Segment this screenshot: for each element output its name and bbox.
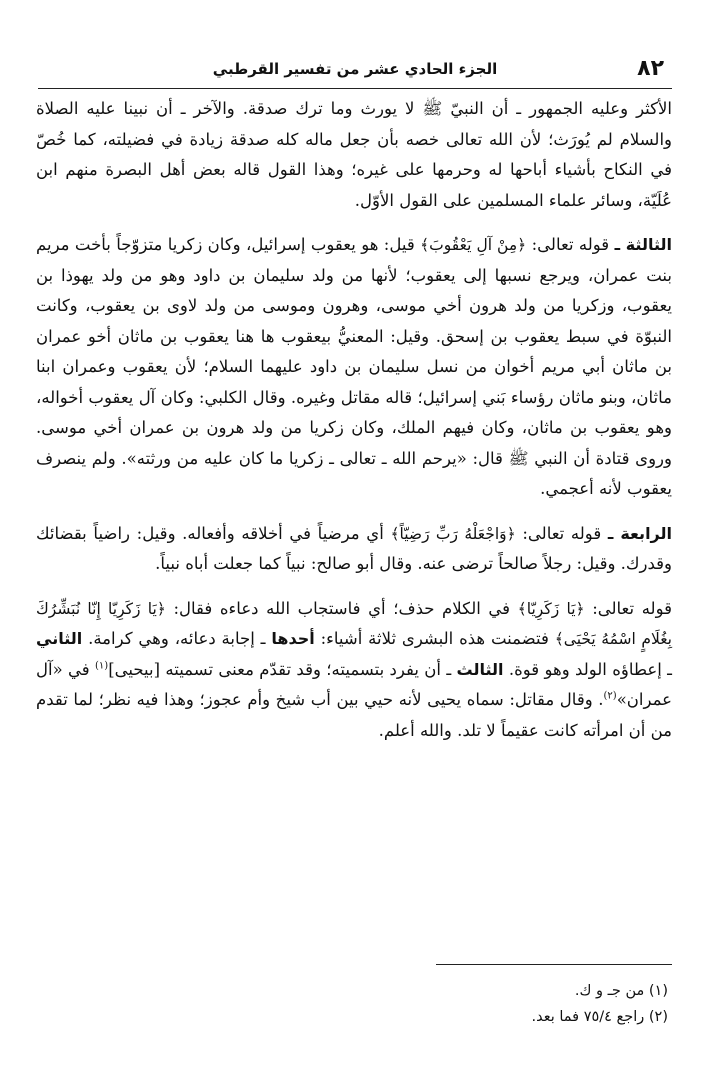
- page-header: [38, 56, 672, 89]
- quran-verse: ﴿يَا زَكَرِيّا إِنّا نُبَشِّرُكَ بِغُلَامٍ اسْمُهُ يَحْيَى﴾: [36, 599, 672, 648]
- paragraph-4-text-c: فتضمنت هذه البشرى ثلاثة أشياء:: [314, 629, 555, 648]
- paragraph-4: [36, 594, 672, 747]
- paragraph-3-text-a: قوله تعالى:: [515, 523, 608, 543]
- paragraph-3-text-b: أي مرضياً في أخلاقه وأفعاله. وقيل: راضياً بقضائك وقدرك. وقيل: رجلاً صالحاً ترضى عنه. وقال أبو صالح: نبياً كما جعلت أباه نبياً.: [36, 523, 672, 573]
- footnote-1: (١) من جـ و ك.: [574, 983, 668, 999]
- running-title: الجزء الحادي عشر من تفسير القرطبي: [212, 60, 498, 78]
- paragraph-2-heading: الثالثة ـ: [614, 235, 672, 254]
- main-text: [36, 94, 672, 760]
- paragraph-4-text-b: في الكلام حذف؛ أي فاستجاب الله دعاءه فقال:: [165, 598, 518, 618]
- footnote-ref-2: (٢): [603, 690, 617, 702]
- paragraph-2-text-a: قوله تعالى:: [526, 235, 615, 254]
- paragraph-2: [36, 230, 672, 505]
- footnote-ref-1: (١): [95, 660, 109, 671]
- footnotes: [36, 978, 668, 1030]
- quran-verse: ﴿وَاجْعَلْهُ رَبِّ رَضِيّاً﴾: [390, 524, 516, 543]
- footnote-divider: [436, 964, 672, 965]
- enumeration-third: الثالث: [456, 659, 504, 679]
- paragraph-3-heading: الرابعة ـ: [607, 523, 672, 543]
- paragraph-3: [36, 519, 672, 580]
- page-number: ٨٢: [637, 56, 664, 81]
- paragraph-4-text-a: قوله تعالى:: [584, 598, 672, 618]
- paragraph-4-text-f: ـ أن يفرد بتسميته؛ وقد تقدّم معنى تسميته [بيحيى]: [108, 659, 457, 679]
- paragraph-1-text: الأكثر وعليه الجمهور ـ أن النبيّ ﷺ لا يورث وما ترك صدقة. والآخر ـ أن نبينا عليه الصلاة والسلام لم يُورَث؛ لأن الله تعالى خصه بأن جعل ماله كله صدقة زيادة في فضيلته، كما خُصّ في النكاح بأشياء أباحها له وحرمها على غيره؛ وهذا القول قاله بعض أهل البصرة منهم ابن عُلَيّة، وسائر علماء المسلمين على القول الأوّل.: [36, 99, 672, 210]
- quran-verse: ﴿مِنْ آلِ يَعْقُوبَ﴾: [420, 236, 527, 254]
- paragraph-4-text-g: في «آل عمران»: [36, 659, 672, 709]
- paragraph-2-text-b: قيل: هو يعقوب إسرائيل، وكان زكريا متزوّجاً بأخت مريم بنت عمران، ويرجع نسبها إلى يعقوب؛ لأنها من ولد سليمان بن داود وهو من ولد يهوذا بن يعقوب، وزكريا من ولد هرون أخي موسى، وهرون وموسى من ولد لاوى بن يعقوب، وكانت النبوّة في سبط يعقوب بن إسحق. وقيل: المعنيُّ بيعقوب ها هنا يعقوب بن ماثان أخو عمران بن ماثان أبي مريم أخوان من نسل سليمان بن داود عليهما السلام؛ لأن يعقوب وعمران ابنا ماثان، وبنو ماثان رؤساء بَني إسرائيل؛ قاله مقاتل وغيره. وقال الكلبي: وكان آل يعقوب أخواله، وهو يعقوب بن ماثان، وكان فيهم الملك، وكان زكريا من ولد هرون بن عمران أخي موسى. وروى قتادة أن النبي ﷺ قال: «يرحم الله ـ تعالى ـ زكريا ما كان عليه من ورثته». ولم ينصرف يعقوب لأنه أعجمي.: [36, 235, 672, 498]
- enumeration-second: الثاني: [36, 629, 83, 648]
- enumeration-first: أحدها: [271, 629, 315, 648]
- footnote-2: (٢) راجع ٧٥/٤ فما بعد.: [531, 1009, 668, 1025]
- paragraph-4-text-d: ـ إجابة دعائه، وهي كرامة.: [82, 629, 272, 648]
- paragraph-4-text-e: ـ إعطاؤه الولد وهو قوة.: [503, 659, 672, 679]
- quran-verse: ﴿يَا زَكَرِيّا﴾: [517, 599, 585, 618]
- paragraph-1: [36, 94, 672, 216]
- paragraph-4-text-h: . وقال مقاتل: سماه يحيى لأنه حيي بين أب شيخ وأم عجوز؛ وهذا فيه نظر؛ لما تقدم من أن امرأته كانت عقيماً لا تلد. والله أعلم.: [36, 690, 672, 740]
